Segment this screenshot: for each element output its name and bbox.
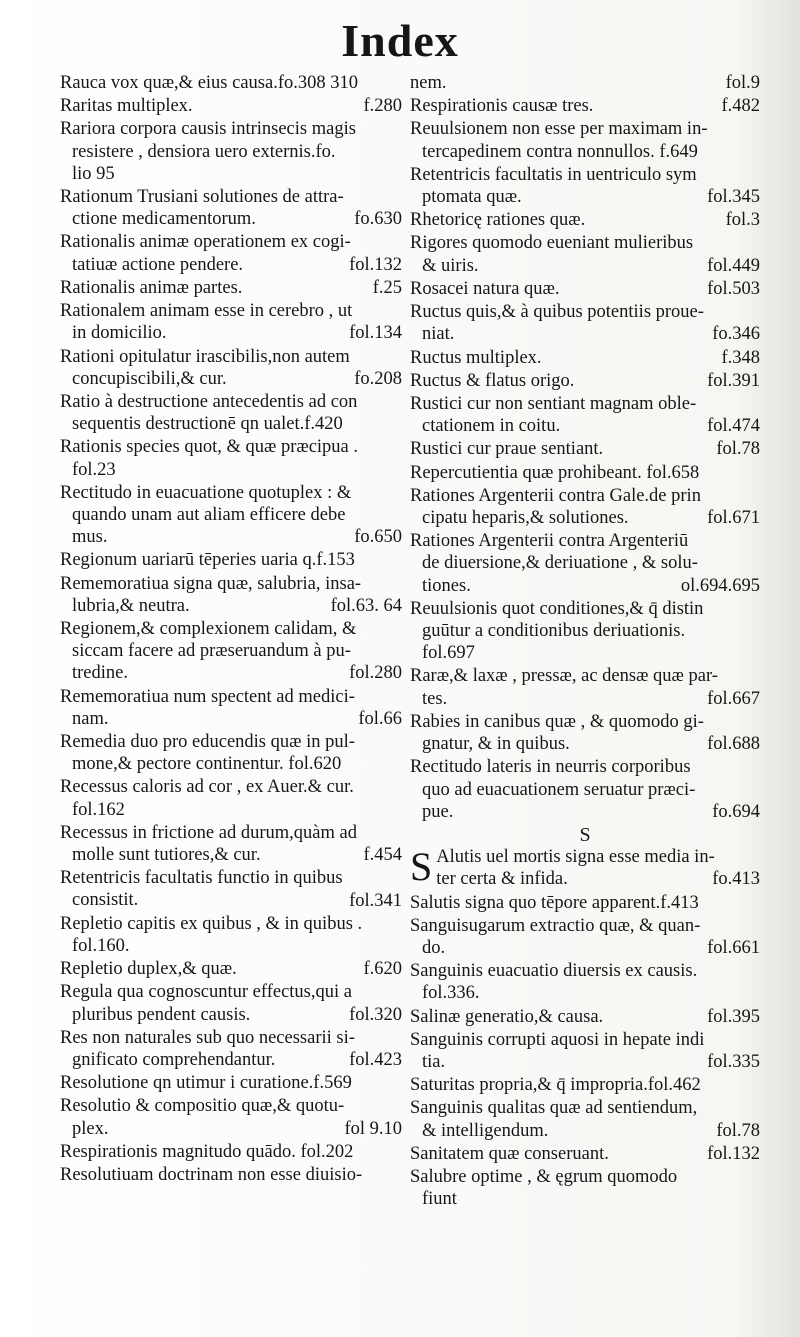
entry-line: Rectitudo in euacuatione quotuplex : & (60, 482, 352, 503)
entry-line: Sanguinis euacuatio diuersis ex causis. (410, 961, 698, 982)
index-entry (60, 391, 402, 435)
index-entry (410, 438, 760, 460)
index-entry (410, 892, 760, 914)
index-entry (410, 301, 760, 345)
entry-line: cipatu heparis,& solutiones. (422, 508, 629, 529)
folio-reference: fo.208 (354, 368, 402, 389)
folio-reference: fol.667 (707, 688, 760, 709)
index-entry (60, 776, 402, 820)
entry-line: Rustici cur non sentiant magnam oble- (410, 393, 697, 414)
entry-line: Repletio capitis ex quibus , & in quibus . (60, 913, 363, 934)
entry-line: Rationalis animæ partes. (60, 277, 243, 298)
index-entry (410, 370, 760, 392)
folio-reference: fol.78 (716, 439, 760, 460)
entry-line: Rationum Trusiani solutiones de attra- (60, 187, 344, 208)
folio-reference: f.482 (721, 96, 760, 117)
entry-line: Alutis uel mortis signa esse media in- (436, 847, 715, 868)
entry-line: Salutis signa quo tēpore apparent.f.413 (410, 892, 699, 913)
index-entry (60, 867, 402, 911)
index-entry (60, 436, 402, 480)
folio-reference: fol.503 (707, 278, 760, 299)
folio-reference: fol.395 (707, 1006, 760, 1027)
entry-line: tredine. (72, 663, 128, 684)
folio-reference: f.454 (363, 845, 402, 866)
index-entry (410, 232, 760, 276)
index-entry (410, 711, 760, 755)
index-entry (410, 462, 760, 484)
entry-line: Retentricis facultatis functio in quibus (60, 868, 343, 889)
entry-line: Raritas multiplex. (60, 96, 193, 117)
index-entry (60, 186, 402, 230)
entry-line: pluribus pendent causis. (72, 1004, 251, 1025)
folio-reference: fol.474 (707, 416, 760, 437)
left-index-column (60, 72, 402, 1187)
entry-line: consistit. (72, 890, 139, 911)
entry-line: Repletio duplex,& quæ. (60, 959, 237, 980)
entry-line: siccam facere ad præseruandum à pu- (72, 641, 351, 662)
entry-line: Rationalis animæ operationem ex cogi- (60, 232, 351, 253)
entry-line: Respirationis magnitudo quādo. fol.202 (60, 1141, 354, 1162)
entry-line: gnatur, & in quibus. (422, 734, 570, 755)
index-entry (60, 686, 402, 730)
entry-line: Ructus & flatus origo. (410, 370, 575, 391)
folio-reference: f.620 (363, 959, 402, 980)
entry-line: Res non naturales sub quo necessarii si- (60, 1027, 355, 1048)
entry-line: tercapedinem contra nonnullos. f.649 (422, 141, 698, 162)
folio-reference: fol.63. 64 (330, 595, 402, 616)
folio-reference: fo.413 (712, 869, 760, 890)
index-entry (60, 913, 402, 957)
entry-line: fol.23 (72, 459, 116, 480)
entry-line: ter certa & infida. (436, 869, 568, 890)
folio-reference: fol.78 (716, 1120, 760, 1141)
index-entry (410, 665, 760, 709)
folio-reference: fol 9.10 (344, 1118, 402, 1139)
folio-reference: fol.661 (707, 938, 760, 958)
entry-line: Saturitas propria,& q̄ impropria.fol.462 (410, 1075, 701, 1096)
index-entry (410, 1166, 760, 1210)
entry-line: Recessus caloris ad cor , ex Auer.& cur. (60, 777, 354, 798)
entry-line: Retentricis facultatis in uentriculo sym (410, 164, 697, 185)
entry-line: guūtur a conditionibus deriuationis. (422, 621, 686, 642)
folio-reference: fo.650 (354, 527, 402, 548)
index-entry (410, 846, 760, 890)
entry-line: sequentis destructionē qn ualet.f.420 (72, 414, 343, 435)
index-entry (60, 981, 402, 1025)
index-entry (60, 95, 402, 117)
index-entry (410, 118, 760, 162)
entry-line: nam. (72, 708, 109, 729)
entry-line: plex. (72, 1118, 109, 1139)
index-entry (60, 1095, 402, 1139)
entry-line: Salubre optime , & ęgrum quomodo (410, 1167, 678, 1188)
entry-line: niat. (422, 324, 455, 345)
folio-reference: fol.320 (349, 1004, 402, 1025)
index-entry (410, 915, 760, 959)
entry-line: Rhetoricę rationes quæ. (410, 210, 586, 231)
index-entry (60, 731, 402, 775)
folio-reference: fol.449 (707, 255, 760, 276)
folio-reference: f.348 (721, 347, 760, 368)
index-entry (410, 530, 760, 597)
entry-line: Raræ,& laxæ , pressæ, ac densæ quæ par- (410, 666, 718, 687)
entry-line: Sanguinis qualitas quæ ad sentiendum, (410, 1098, 698, 1119)
index-entry (410, 756, 760, 823)
entry-line: tes. (422, 688, 448, 709)
folio-reference: fol.66 (358, 708, 402, 729)
index-entry (410, 1006, 760, 1028)
entry-line: Resolutione qn utimur i curatione.f.569 (60, 1073, 352, 1094)
entry-line: Remedia duo pro educendis quæ in pul- (60, 732, 355, 753)
folio-reference: fol.134 (349, 323, 402, 344)
entry-line: concupiscibili,& cur. (72, 368, 227, 389)
index-entry (410, 95, 760, 117)
entry-line: Resolutio & compositio quæ,& quotu- (60, 1096, 345, 1117)
entry-line: Rationalem animam esse in cerebro , ut (60, 301, 353, 322)
entry-line: Regionum uariarū tēperies uaria q.f.153 (60, 550, 355, 571)
index-entry (60, 300, 402, 344)
entry-line: Ructus quis,& à quibus potentiis proue- (410, 302, 704, 323)
entry-line: gnificato comprehendantur. (72, 1049, 276, 1070)
entry-line: Rabies in canibus quæ , & quomodo gi- (410, 711, 704, 732)
folio-reference: ol.694.695 (680, 575, 760, 596)
index-entry (410, 72, 760, 94)
entry-line: Rememoratiua num spectent ad medici- (60, 686, 355, 707)
entry-line: Repercutientia quæ prohibeant. fol.658 (410, 462, 700, 483)
index-entry (410, 278, 760, 300)
folio-reference: fol.3 (725, 210, 760, 231)
entry-line: & uiris. (422, 255, 479, 276)
folio-reference: fol.391 (707, 370, 760, 391)
entry-line: Regula qua cognoscuntur effectus,qui a (60, 982, 352, 1003)
folio-reference: fol.132 (349, 254, 402, 275)
index-entry (60, 618, 402, 685)
folio-reference: f.25 (372, 277, 402, 298)
entry-line: Regionem,& complexionem calidam, & (60, 619, 357, 639)
index-entry (410, 393, 760, 437)
entry-line: quando unam aut aliam efficere debe (72, 504, 346, 525)
folio-reference: fo.346 (712, 324, 760, 345)
page-header: Index (341, 15, 459, 66)
entry-line: Rustici cur praue sentiant. (410, 439, 604, 460)
entry-line: Resolutiuam doctrinam non esse diuisio- (60, 1165, 363, 1185)
folio-reference: fol.345 (707, 187, 760, 208)
index-entry (410, 347, 760, 369)
index-entry (410, 485, 760, 529)
entry-line: resistere , densiora uero externis.fo. (72, 141, 336, 162)
entry-line: do. (422, 937, 446, 958)
entry-line: Rosacei natura quæ. (410, 278, 560, 299)
right-index-column (410, 72, 760, 1212)
folio-reference: fol.9 (725, 73, 760, 94)
folio-reference: fol.132 (707, 1143, 760, 1164)
entry-line: & intelligendum. (422, 1120, 549, 1141)
folio-reference: fo.694 (712, 801, 760, 822)
index-entry (410, 960, 760, 1004)
entry-line: fol.160. (72, 935, 130, 956)
entry-line: tatiuæ actione pendere. (72, 254, 244, 275)
entry-line: lubria,& neutra. (72, 595, 190, 616)
entry-line: Ructus multiplex. (410, 347, 542, 368)
entry-line: ctione medicamentorum. (72, 209, 256, 230)
entry-line: de diuersione,& deriuatione , & solu- (422, 553, 698, 574)
entry-line: in domicilio. (72, 323, 167, 344)
index-entry (410, 1074, 760, 1096)
entry-line: pue. (422, 801, 454, 822)
index-entry (410, 598, 760, 665)
entry-line: fiunt (422, 1189, 457, 1210)
folio-reference: fol.335 (707, 1052, 760, 1073)
entry-line: tiones. (422, 575, 471, 596)
section-letter: S (579, 823, 591, 846)
index-entry (410, 209, 760, 231)
entry-line: Sanguinis corrupti aquosi in hepate indi (410, 1029, 705, 1050)
entry-line: quo ad euacuationem seruatur præci- (422, 779, 696, 800)
entry-line: Rauca vox quæ,& eius causa.fo.308 310 (60, 73, 358, 93)
index-entry (60, 549, 402, 571)
entry-line: Ratio à destructione antecedentis ad con (60, 391, 358, 412)
index-entry (60, 1072, 402, 1094)
index-entry (60, 1164, 402, 1186)
entry-line: Reuulsionem non esse per maximam in- (410, 119, 708, 140)
entry-line: ptomata quæ. (422, 187, 522, 208)
index-entry (60, 573, 402, 617)
drop-capital: S (410, 844, 433, 890)
index-entry (60, 346, 402, 390)
index-entry (60, 72, 402, 94)
entry-line: mone,& pectore continentur. fol.620 (72, 754, 342, 775)
folio-reference: fo.630 (354, 209, 402, 230)
entry-line: Sanguisugarum extractio quæ, & quan- (410, 915, 701, 936)
folio-reference: fol.671 (707, 508, 760, 529)
folio-reference: fol.280 (349, 663, 402, 684)
index-entry (60, 958, 402, 980)
index-entry (60, 822, 402, 866)
entry-line: Salinæ generatio,& causa. (410, 1006, 604, 1027)
entry-line: Respirationis causæ tres. (410, 96, 594, 117)
entry-line: Rigores quomodo eueniant mulieribus (410, 233, 694, 254)
index-entry (60, 1027, 402, 1071)
entry-line: fol.336. (422, 983, 480, 1004)
index-entry (410, 164, 760, 208)
entry-line: Reuulsionis quot conditiones,& q̄ distin (410, 598, 704, 619)
folio-reference: f.280 (363, 96, 402, 117)
entry-line: molle sunt tutiores,& cur. (72, 845, 261, 866)
entry-line: lio 95 (72, 163, 115, 184)
index-entry (60, 482, 402, 549)
entry-line: Rectitudo lateris in neurris corporibus (410, 757, 691, 778)
entry-line: Rationes Argenterii contra Argenteriū (410, 531, 689, 552)
entry-line: Rationi opitulatur irascibilis,non autem (60, 346, 350, 367)
entry-line: tia. (422, 1052, 446, 1073)
entry-line: Rariora corpora causis intrinsecis magis (60, 119, 356, 140)
entry-line: nem. (410, 73, 447, 93)
entry-line: Recessus in frictione ad durum,quàm ad (60, 822, 357, 843)
entry-line: ctationem in coitu. (422, 416, 561, 437)
index-entry (410, 1097, 760, 1141)
index-entry (410, 1029, 760, 1073)
entry-line: fol.697 (422, 643, 475, 664)
index-entry (60, 277, 402, 299)
index-entry (60, 118, 402, 185)
index-entry (60, 1141, 402, 1163)
index-entry (410, 1143, 760, 1165)
folio-reference: fol.423 (349, 1049, 402, 1070)
index-entry (60, 231, 402, 275)
entry-line: Rememoratiua signa quæ, salubria, insa- (60, 573, 362, 594)
folio-reference: fol.341 (349, 890, 402, 911)
entry-line: Rationis species quot, & quæ præcipua . (60, 437, 359, 458)
folio-reference: fol.688 (707, 734, 760, 755)
entry-line: Sanitatem quæ conseruant. (410, 1143, 609, 1164)
entry-line: mus. (72, 527, 108, 548)
entry-line: fol.162 (72, 799, 125, 820)
entry-line: Rationes Argenterii contra Gale.de prin (410, 485, 701, 506)
